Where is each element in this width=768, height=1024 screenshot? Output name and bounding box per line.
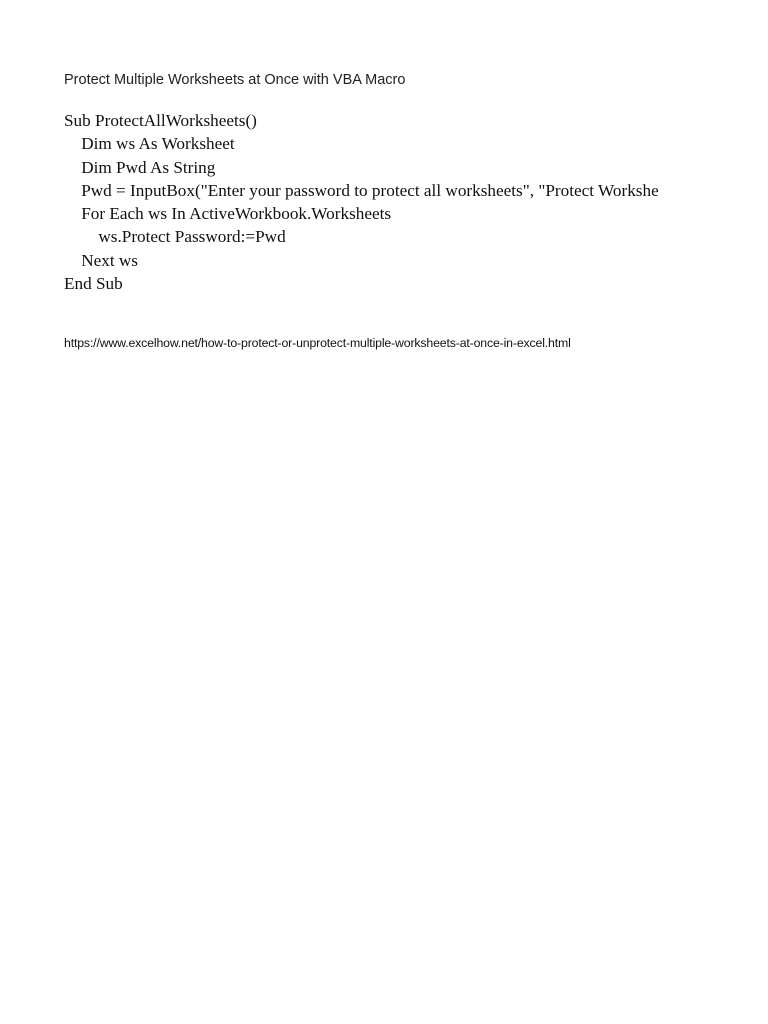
code-line: Next ws [64, 250, 138, 270]
code-line: Dim Pwd As String [64, 157, 216, 177]
code-line: End Sub [64, 274, 123, 294]
code-line: ws.Protect Password:=Pwd [64, 227, 286, 247]
code-line: For Each ws In ActiveWorkbook.Worksheets [64, 204, 392, 224]
code-line: Dim ws As Worksheet [64, 134, 235, 154]
document-title: Protect Multiple Worksheets at Once with VBA Macro [64, 72, 406, 88]
vba-code-block [64, 109, 668, 295]
code-line: Pwd = InputBox("Enter your password to protect all worksheets", "Protect Workshe [64, 180, 659, 200]
source-url: https://www.excelhow.net/how-to-protect-or-unprotect-multiple-worksheets-at-once-in-excel.html [64, 336, 571, 350]
code-line: Sub ProtectAllWorksheets() [64, 111, 257, 130]
